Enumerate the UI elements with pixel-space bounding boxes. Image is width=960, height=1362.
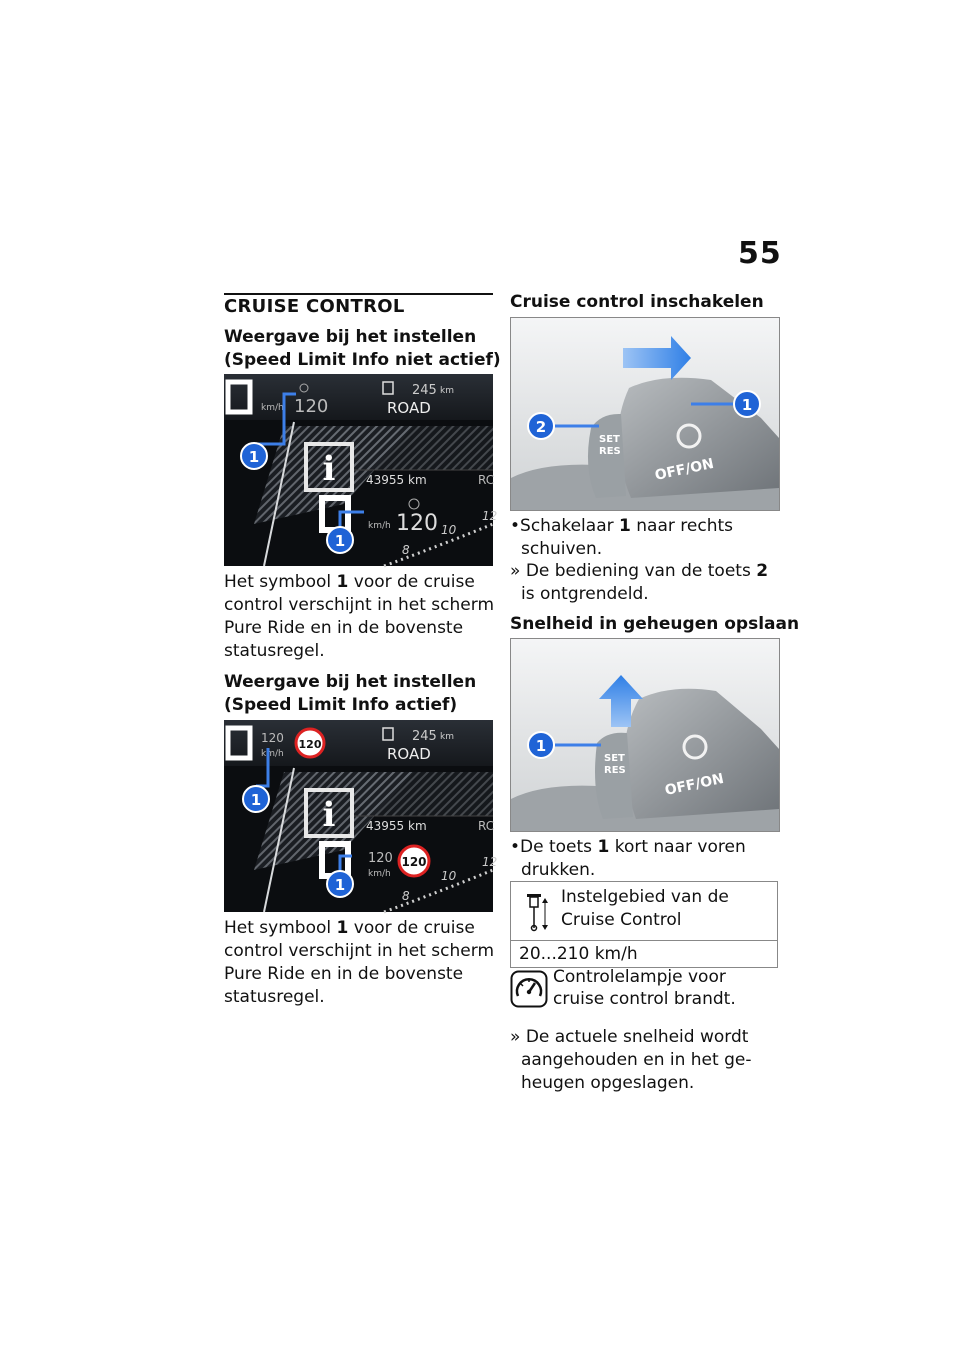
mode-edge: RC	[478, 819, 495, 833]
text-run: voor de cruise	[353, 918, 475, 938]
text-run: naar rechts	[636, 516, 733, 536]
ref-number: 1	[336, 572, 349, 592]
set-speed-2: 120	[368, 851, 393, 866]
paragraph-line: statusregel.	[224, 641, 325, 661]
off-on-label: OFF/ON	[663, 770, 726, 799]
tick-12: 12	[482, 509, 498, 523]
section-title: CRUISE CONTROL	[224, 296, 405, 317]
range-unit: km	[440, 386, 454, 396]
tick-10: 10	[441, 523, 457, 537]
page-number: 55	[738, 236, 782, 271]
paragraph-symbol-2	[224, 917, 499, 1009]
set-label: SET	[599, 434, 620, 445]
speed-limit-value: 120	[298, 738, 322, 751]
result-marker: »	[510, 1027, 521, 1047]
callout-1-label: 1	[741, 396, 753, 414]
switch-figure-2	[510, 638, 780, 832]
text-run: Schakelaar	[520, 516, 614, 536]
callout-1-label-lower: 1	[334, 876, 346, 894]
paragraph-line	[224, 917, 499, 940]
info-icon: i	[322, 449, 336, 489]
paragraph-line: control verschijnt in het scherm	[224, 941, 494, 961]
text-run: voor de cruise	[353, 572, 475, 592]
speed-limit-value-2: 120	[401, 855, 427, 869]
text-run: schuiven.	[521, 539, 603, 559]
step-slide-switch	[510, 515, 791, 561]
result-unlocked	[510, 560, 791, 606]
switch-figure-1	[510, 317, 780, 511]
tick-12: 12	[482, 855, 498, 869]
spec-title	[561, 886, 771, 932]
text-run: is ontgrendeld.	[521, 584, 649, 604]
spec-table	[510, 881, 778, 968]
lamp-description	[553, 966, 773, 1010]
odometer: 43955 km	[366, 473, 427, 487]
speed-unit: km/h	[261, 749, 284, 759]
subheading-speed-limit-off	[224, 326, 501, 372]
subheading-speed-limit-on	[224, 671, 476, 717]
res-label: RES	[599, 446, 621, 457]
bullet: •	[510, 516, 521, 536]
subheading-activate: Cruise control inschakelen	[510, 292, 764, 312]
tick-8: 8	[402, 543, 410, 557]
paragraph-line	[224, 571, 499, 594]
cruise-speed-icon-small	[409, 499, 419, 509]
spec-title-line: Cruise Control	[561, 910, 682, 930]
set-speed: 120	[261, 731, 284, 745]
off-on-label: OFF/ON	[653, 455, 716, 484]
mode-edge: RC	[478, 473, 495, 487]
subheading-line: Weergave bij het instellen	[224, 327, 477, 347]
subheading-line: (Speed Limit Info actief)	[224, 695, 458, 715]
callout-1-label: 1	[535, 737, 547, 755]
tick-10: 10	[441, 869, 457, 883]
ref-number: 1	[619, 516, 631, 536]
text-run: De actuele snelheid wordt	[525, 1027, 749, 1047]
text-run: heugen opgeslagen.	[521, 1073, 695, 1093]
speed-unit-2: km/h	[368, 521, 391, 531]
subheading-store-speed: Snelheid in geheugen opslaan	[510, 614, 800, 634]
text-run: drukken.	[521, 860, 596, 880]
range-value: 245	[412, 729, 437, 744]
dashboard-illustration-1	[224, 374, 498, 566]
dashboard-figure-1	[224, 374, 498, 566]
cruise-control-lamp-icon	[510, 970, 548, 1008]
paragraph-line: Pure Ride en in de bovenste	[224, 618, 464, 638]
info-icon: i	[322, 795, 336, 835]
lamp-line: Controlelampje voor	[553, 967, 726, 987]
riding-mode: ROAD	[387, 399, 431, 417]
set-speed-2: 120	[396, 511, 438, 536]
res-label: RES	[604, 765, 626, 776]
text-run: Het symbool	[224, 572, 332, 592]
spec-header	[511, 882, 777, 941]
result-speed-held	[510, 1026, 791, 1095]
text-run: Het symbool	[224, 918, 332, 938]
set-speed: 120	[294, 396, 329, 417]
subheading-line: (Speed Limit Info niet actief)	[224, 350, 501, 370]
section-rule	[224, 293, 493, 295]
ref-number: 1	[336, 918, 349, 938]
speed-unit-2: km/h	[368, 869, 391, 879]
set-label: SET	[604, 753, 625, 764]
ref-number: 2	[756, 561, 769, 581]
text-run: De bediening van de toets	[525, 561, 751, 581]
switch-illustration-2	[511, 639, 779, 831]
lamp-line: cruise control brandt.	[553, 989, 736, 1009]
paragraph-symbol-1	[224, 571, 499, 663]
dashboard-illustration-2	[224, 720, 498, 912]
text-run: kort naar voren	[614, 837, 746, 857]
result-marker: »	[510, 561, 521, 581]
callout-1-label: 1	[248, 448, 260, 466]
callout-1-label: 1	[250, 791, 262, 809]
paragraph-line: Pure Ride en in de bovenste	[224, 964, 464, 984]
callout-1-label-lower: 1	[334, 532, 346, 550]
ref-number: 1	[597, 837, 610, 857]
adjustment-range-icon	[525, 892, 549, 932]
step-press-button	[510, 836, 791, 882]
switch-illustration-1	[511, 318, 779, 510]
dashboard-figure-2	[224, 720, 498, 912]
riding-mode: ROAD	[387, 745, 431, 763]
spec-value: 20...210 km/h	[519, 944, 638, 964]
spec-title-line: Instelgebied van de	[561, 887, 729, 907]
subheading-line: Weergave bij het instellen	[224, 672, 477, 692]
tick-8: 8	[402, 889, 410, 903]
callout-2-label: 2	[535, 418, 547, 436]
text-run: De toets	[520, 837, 593, 857]
odometer: 43955 km	[366, 819, 427, 833]
speed-unit: km/h	[261, 403, 284, 413]
text-run: aangehouden en in het ge-	[521, 1050, 752, 1070]
range-value: 245	[412, 383, 437, 398]
paragraph-line: statusregel.	[224, 987, 325, 1007]
range-unit: km	[440, 732, 454, 742]
bullet: •	[510, 837, 521, 857]
paragraph-line: control verschijnt in het scherm	[224, 595, 494, 615]
